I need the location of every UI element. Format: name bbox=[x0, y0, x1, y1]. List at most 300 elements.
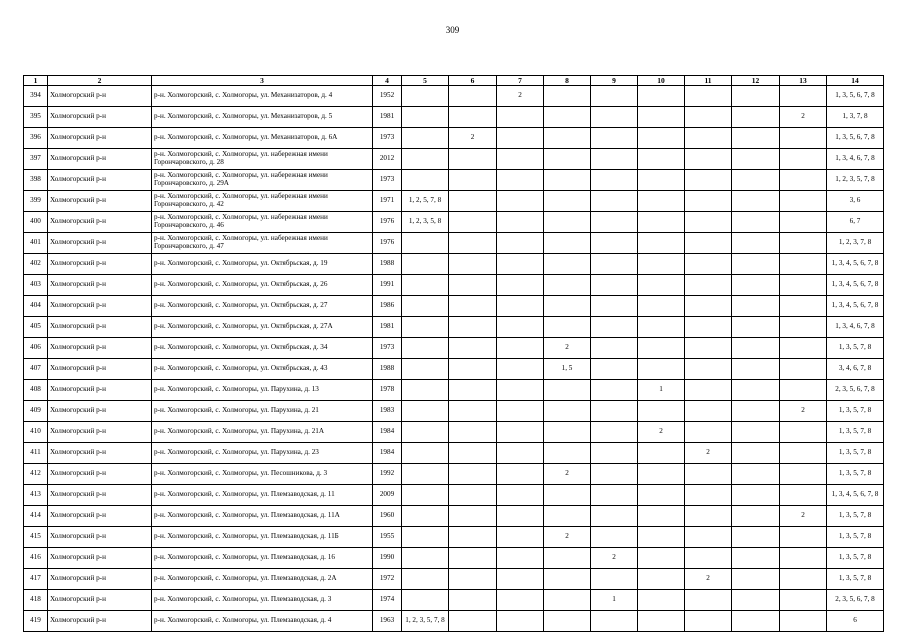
table-cell-col-5 bbox=[402, 296, 449, 317]
table-cell-col-12 bbox=[732, 296, 780, 317]
table-cell-col-8 bbox=[544, 149, 591, 170]
table-cell-col-5 bbox=[402, 590, 449, 611]
table-row bbox=[24, 380, 884, 401]
table-cell-col-2: Холмогорский р-н bbox=[48, 422, 152, 443]
table-cell-col-12 bbox=[732, 107, 780, 128]
table-cell-col-12 bbox=[732, 569, 780, 590]
table-cell-col-5 bbox=[402, 548, 449, 569]
table-cell-col-14: 1, 2, 3, 7, 8 bbox=[827, 233, 884, 254]
table-cell-col-7 bbox=[497, 527, 544, 548]
table-cell-col-13 bbox=[780, 464, 827, 485]
table-cell-col-11: 2 bbox=[685, 443, 732, 464]
table-cell-col-1: 418 bbox=[24, 590, 48, 611]
table-cell-col-5 bbox=[402, 401, 449, 422]
table-cell-col-8 bbox=[544, 170, 591, 191]
table-cell-col-7 bbox=[497, 443, 544, 464]
table-cell-col-7 bbox=[497, 212, 544, 233]
table-cell-col-9 bbox=[591, 338, 638, 359]
table-cell-col-4: 1986 bbox=[373, 296, 402, 317]
table-cell-col-2: Холмогорский р-н bbox=[48, 275, 152, 296]
table-cell-col-3: р-н. Холмогорский, с. Холмогоры, ул. Октябрьская, д. 27А bbox=[152, 317, 373, 338]
table-cell-col-11 bbox=[685, 485, 732, 506]
table-cell-col-4: 1971 bbox=[373, 191, 402, 212]
table-cell-col-6 bbox=[449, 254, 497, 275]
table-cell-col-6 bbox=[449, 338, 497, 359]
table-cell-col-10 bbox=[638, 485, 685, 506]
table-cell-col-14: 1, 3, 5, 7, 8 bbox=[827, 506, 884, 527]
table-cell-col-2: Холмогорский р-н bbox=[48, 233, 152, 254]
table-row bbox=[24, 149, 884, 170]
table-cell-col-10 bbox=[638, 401, 685, 422]
table-cell-col-14: 1, 3, 5, 6, 7, 8 bbox=[827, 128, 884, 149]
table-cell-col-9 bbox=[591, 380, 638, 401]
table-cell-col-7 bbox=[497, 170, 544, 191]
table-cell-col-11 bbox=[685, 254, 732, 275]
table-cell-col-14: 1, 3, 5, 7, 8 bbox=[827, 569, 884, 590]
table-cell-col-11 bbox=[685, 191, 732, 212]
table-cell-col-1: 403 bbox=[24, 275, 48, 296]
table-cell-col-1: 409 bbox=[24, 401, 48, 422]
table-cell-col-2: Холмогорский р-н bbox=[48, 128, 152, 149]
table-cell-col-9 bbox=[591, 359, 638, 380]
table-cell-col-6 bbox=[449, 443, 497, 464]
table-cell-col-8 bbox=[544, 590, 591, 611]
table-cell-col-9 bbox=[591, 485, 638, 506]
table-cell-col-9 bbox=[591, 191, 638, 212]
table-cell-col-3: р-н. Холмогорский, с. Холмогоры, ул. набережная имени Горончаровского, д. 28 bbox=[152, 149, 373, 170]
table-cell-col-1: 402 bbox=[24, 254, 48, 275]
table-cell-col-13 bbox=[780, 191, 827, 212]
table-cell-col-5 bbox=[402, 128, 449, 149]
table-cell-col-10 bbox=[638, 443, 685, 464]
table-cell-col-13 bbox=[780, 128, 827, 149]
table-cell-col-6 bbox=[449, 569, 497, 590]
table-row bbox=[24, 212, 884, 233]
table-cell-col-10 bbox=[638, 149, 685, 170]
table-cell-col-7: 2 bbox=[497, 86, 544, 107]
table-cell-col-11 bbox=[685, 506, 732, 527]
table-cell-col-12 bbox=[732, 590, 780, 611]
table-cell-col-12 bbox=[732, 191, 780, 212]
table-cell-col-1: 417 bbox=[24, 569, 48, 590]
table-cell-col-2: Холмогорский р-н bbox=[48, 212, 152, 233]
table-cell-col-1: 406 bbox=[24, 338, 48, 359]
table-cell-col-9: 1 bbox=[591, 590, 638, 611]
table-cell-col-5: 1, 2, 3, 5, 7, 8 bbox=[402, 611, 449, 632]
data-table bbox=[23, 75, 884, 632]
table-cell-col-1: 407 bbox=[24, 359, 48, 380]
table-cell-col-9 bbox=[591, 275, 638, 296]
table-cell-col-6 bbox=[449, 191, 497, 212]
table-body bbox=[24, 86, 884, 632]
column-header-10: 10 bbox=[638, 76, 685, 86]
table-cell-col-10 bbox=[638, 611, 685, 632]
table-cell-col-6 bbox=[449, 590, 497, 611]
table-cell-col-5 bbox=[402, 527, 449, 548]
table-cell-col-12 bbox=[732, 443, 780, 464]
table-cell-col-14: 1, 3, 4, 5, 6, 7, 8 bbox=[827, 275, 884, 296]
table-cell-col-2: Холмогорский р-н bbox=[48, 359, 152, 380]
table-cell-col-4: 1981 bbox=[373, 317, 402, 338]
table-cell-col-12 bbox=[732, 254, 780, 275]
table-cell-col-13 bbox=[780, 212, 827, 233]
table-cell-col-5 bbox=[402, 422, 449, 443]
table-cell-col-7 bbox=[497, 296, 544, 317]
table-cell-col-9 bbox=[591, 128, 638, 149]
table-cell-col-9 bbox=[591, 149, 638, 170]
table-row bbox=[24, 422, 884, 443]
table-cell-col-1: 413 bbox=[24, 485, 48, 506]
table-cell-col-2: Холмогорский р-н bbox=[48, 170, 152, 191]
table-cell-col-4: 1984 bbox=[373, 422, 402, 443]
table-cell-col-2: Холмогорский р-н bbox=[48, 569, 152, 590]
table-cell-col-4: 1955 bbox=[373, 527, 402, 548]
table-cell-col-8 bbox=[544, 191, 591, 212]
table-cell-col-13: 2 bbox=[780, 107, 827, 128]
table-cell-col-12 bbox=[732, 422, 780, 443]
column-header-11: 11 bbox=[685, 76, 732, 86]
table-cell-col-1: 404 bbox=[24, 296, 48, 317]
table-cell-col-14: 2, 3, 5, 6, 7, 8 bbox=[827, 590, 884, 611]
table-cell-col-13 bbox=[780, 569, 827, 590]
table-cell-col-8 bbox=[544, 380, 591, 401]
table-cell-col-5 bbox=[402, 254, 449, 275]
table-cell-col-12 bbox=[732, 128, 780, 149]
table-cell-col-3: р-н. Холмогорский, с. Холмогоры, ул. Механизаторов, д. 4 bbox=[152, 86, 373, 107]
table-cell-col-6 bbox=[449, 611, 497, 632]
table-cell-col-14: 1, 3, 4, 6, 7, 8 bbox=[827, 317, 884, 338]
table-cell-col-11 bbox=[685, 296, 732, 317]
table-cell-col-14: 6, 7 bbox=[827, 212, 884, 233]
table-cell-col-6 bbox=[449, 506, 497, 527]
table-cell-col-5 bbox=[402, 86, 449, 107]
table-cell-col-4: 1978 bbox=[373, 380, 402, 401]
table-cell-col-11 bbox=[685, 611, 732, 632]
table-cell-col-6 bbox=[449, 464, 497, 485]
table-cell-col-7 bbox=[497, 338, 544, 359]
table-cell-col-13 bbox=[780, 170, 827, 191]
table-cell-col-6 bbox=[449, 212, 497, 233]
table-cell-col-4: 2009 bbox=[373, 485, 402, 506]
table-cell-col-9 bbox=[591, 212, 638, 233]
table-cell-col-14: 1, 3, 5, 7, 8 bbox=[827, 401, 884, 422]
table-cell-col-1: 412 bbox=[24, 464, 48, 485]
table-cell-col-1: 414 bbox=[24, 506, 48, 527]
table-cell-col-2: Холмогорский р-н bbox=[48, 338, 152, 359]
table-row bbox=[24, 485, 884, 506]
table-cell-col-3: р-н. Холмогорский, с. Холмогоры, ул. Октябрьская, д. 34 bbox=[152, 338, 373, 359]
table-cell-col-11 bbox=[685, 149, 732, 170]
page-number: 309 bbox=[445, 25, 460, 35]
table-cell-col-4: 1972 bbox=[373, 569, 402, 590]
table-cell-col-9 bbox=[591, 464, 638, 485]
table-cell-col-9 bbox=[591, 296, 638, 317]
table-row bbox=[24, 128, 884, 149]
table-cell-col-13 bbox=[780, 548, 827, 569]
table-cell-col-14: 1, 3, 4, 5, 6, 7, 8 bbox=[827, 296, 884, 317]
table-row bbox=[24, 317, 884, 338]
table-cell-col-3: р-н. Холмогорский, с. Холмогоры, ул. Парухина, д. 21 bbox=[152, 401, 373, 422]
table-cell-col-2: Холмогорский р-н bbox=[48, 86, 152, 107]
table-cell-col-6 bbox=[449, 422, 497, 443]
table-cell-col-8 bbox=[544, 254, 591, 275]
table-cell-col-2: Холмогорский р-н bbox=[48, 296, 152, 317]
table-cell-col-11 bbox=[685, 86, 732, 107]
table-cell-col-9 bbox=[591, 611, 638, 632]
table-cell-col-2: Холмогорский р-н bbox=[48, 506, 152, 527]
table-row bbox=[24, 296, 884, 317]
table-cell-col-8 bbox=[544, 86, 591, 107]
table-cell-col-3: р-н. Холмогорский, с. Холмогоры, ул. Племзаводская, д. 11Б bbox=[152, 527, 373, 548]
table-cell-col-13 bbox=[780, 590, 827, 611]
table-cell-col-3: р-н. Холмогорский, с. Холмогоры, ул. Октябрьская, д. 43 bbox=[152, 359, 373, 380]
header-row bbox=[24, 76, 884, 86]
table-row bbox=[24, 443, 884, 464]
table-cell-col-5 bbox=[402, 485, 449, 506]
table-cell-col-12 bbox=[732, 86, 780, 107]
table-cell-col-8 bbox=[544, 212, 591, 233]
table-cell-col-13 bbox=[780, 380, 827, 401]
table-row bbox=[24, 254, 884, 275]
table-cell-col-8 bbox=[544, 275, 591, 296]
table-cell-col-4: 1976 bbox=[373, 233, 402, 254]
table-cell-col-2: Холмогорский р-н bbox=[48, 401, 152, 422]
table-cell-col-10 bbox=[638, 296, 685, 317]
table-cell-col-12 bbox=[732, 359, 780, 380]
table-cell-col-11 bbox=[685, 233, 732, 254]
table-cell-col-2: Холмогорский р-н bbox=[48, 254, 152, 275]
table-cell-col-10 bbox=[638, 569, 685, 590]
table-cell-col-11 bbox=[685, 527, 732, 548]
table-cell-col-3: р-н. Холмогорский, с. Холмогоры, ул. набережная имени Горончаровского, д. 42 bbox=[152, 191, 373, 212]
table-row bbox=[24, 338, 884, 359]
table-cell-col-5 bbox=[402, 464, 449, 485]
table-cell-col-14: 1, 3, 7, 8 bbox=[827, 107, 884, 128]
table-cell-col-1: 415 bbox=[24, 527, 48, 548]
table-cell-col-14: 1, 3, 5, 7, 8 bbox=[827, 527, 884, 548]
table-cell-col-6 bbox=[449, 149, 497, 170]
column-header-14: 14 bbox=[827, 76, 884, 86]
table-cell-col-8 bbox=[544, 611, 591, 632]
table-cell-col-14: 3, 6 bbox=[827, 191, 884, 212]
table-cell-col-4: 1988 bbox=[373, 254, 402, 275]
table-cell-col-2: Холмогорский р-н bbox=[48, 191, 152, 212]
table-cell-col-11 bbox=[685, 338, 732, 359]
table-cell-col-1: 408 bbox=[24, 380, 48, 401]
table-cell-col-5 bbox=[402, 569, 449, 590]
table-cell-col-12 bbox=[732, 275, 780, 296]
table-cell-col-12 bbox=[732, 506, 780, 527]
table-cell-col-9 bbox=[591, 86, 638, 107]
table-cell-col-14: 1, 3, 4, 5, 6, 7, 8 bbox=[827, 485, 884, 506]
table-cell-col-7 bbox=[497, 359, 544, 380]
table-cell-col-10 bbox=[638, 590, 685, 611]
table-cell-col-7 bbox=[497, 569, 544, 590]
table-cell-col-12 bbox=[732, 611, 780, 632]
column-header-2: 2 bbox=[48, 76, 152, 86]
table-cell-col-11 bbox=[685, 548, 732, 569]
table-cell-col-11 bbox=[685, 107, 732, 128]
table-cell-col-5 bbox=[402, 233, 449, 254]
table-cell-col-12 bbox=[732, 170, 780, 191]
table-cell-col-1: 401 bbox=[24, 233, 48, 254]
table-cell-col-8: 2 bbox=[544, 464, 591, 485]
table-cell-col-2: Холмогорский р-н bbox=[48, 527, 152, 548]
table-cell-col-4: 1960 bbox=[373, 506, 402, 527]
table-cell-col-12 bbox=[732, 317, 780, 338]
table-cell-col-7 bbox=[497, 191, 544, 212]
table-cell-col-8 bbox=[544, 422, 591, 443]
table-cell-col-9 bbox=[591, 569, 638, 590]
table-cell-col-6 bbox=[449, 548, 497, 569]
table-cell-col-10 bbox=[638, 170, 685, 191]
table-cell-col-5 bbox=[402, 359, 449, 380]
table-cell-col-14: 2, 3, 5, 6, 7, 8 bbox=[827, 380, 884, 401]
table-row bbox=[24, 107, 884, 128]
table-cell-col-3: р-н. Холмогорский, с. Холмогоры, ул. Парухина, д. 23 bbox=[152, 443, 373, 464]
table-cell-col-8 bbox=[544, 506, 591, 527]
table-cell-col-10 bbox=[638, 338, 685, 359]
table-cell-col-6: 2 bbox=[449, 128, 497, 149]
table-cell-col-8 bbox=[544, 443, 591, 464]
table-cell-col-14: 1, 3, 5, 7, 8 bbox=[827, 464, 884, 485]
table-cell-col-3: р-н. Холмогорский, с. Холмогоры, ул. Племзаводская, д. 2А bbox=[152, 569, 373, 590]
table-cell-col-1: 405 bbox=[24, 317, 48, 338]
table-cell-col-11 bbox=[685, 317, 732, 338]
table-cell-col-2: Холмогорский р-н bbox=[48, 107, 152, 128]
table-cell-col-10: 2 bbox=[638, 422, 685, 443]
table-cell-col-4: 1991 bbox=[373, 275, 402, 296]
table-cell-col-10 bbox=[638, 317, 685, 338]
table-cell-col-11 bbox=[685, 359, 732, 380]
table-cell-col-3: р-н. Холмогорский, с. Холмогоры, ул. Племзаводская, д. 4 bbox=[152, 611, 373, 632]
table-cell-col-6 bbox=[449, 170, 497, 191]
table-cell-col-7 bbox=[497, 254, 544, 275]
table-cell-col-1: 397 bbox=[24, 149, 48, 170]
table-cell-col-9 bbox=[591, 170, 638, 191]
table-cell-col-13 bbox=[780, 254, 827, 275]
table-cell-col-13 bbox=[780, 611, 827, 632]
table-row bbox=[24, 569, 884, 590]
column-header-1: 1 bbox=[24, 76, 48, 86]
table-cell-col-5 bbox=[402, 149, 449, 170]
table-cell-col-9 bbox=[591, 527, 638, 548]
table-cell-col-7 bbox=[497, 590, 544, 611]
table-cell-col-9 bbox=[591, 107, 638, 128]
table-cell-col-13 bbox=[780, 233, 827, 254]
table-cell-col-8 bbox=[544, 401, 591, 422]
table-cell-col-8 bbox=[544, 485, 591, 506]
table-cell-col-5: 1, 2, 3, 5, 8 bbox=[402, 212, 449, 233]
table-cell-col-13 bbox=[780, 149, 827, 170]
table-cell-col-5 bbox=[402, 107, 449, 128]
table-cell-col-7 bbox=[497, 548, 544, 569]
column-header-7: 7 bbox=[497, 76, 544, 86]
table-cell-col-5 bbox=[402, 506, 449, 527]
table-row bbox=[24, 86, 884, 107]
table-cell-col-3: р-н. Холмогорский, с. Холмогоры, ул. Механизаторов, д. 5 bbox=[152, 107, 373, 128]
table-cell-col-2: Холмогорский р-н bbox=[48, 485, 152, 506]
column-header-9: 9 bbox=[591, 76, 638, 86]
table-row bbox=[24, 590, 884, 611]
table-cell-col-13 bbox=[780, 359, 827, 380]
table-row bbox=[24, 464, 884, 485]
table-cell-col-7 bbox=[497, 317, 544, 338]
table-row bbox=[24, 191, 884, 212]
table-cell-col-11 bbox=[685, 380, 732, 401]
table-cell-col-4: 1983 bbox=[373, 401, 402, 422]
table-cell-col-12 bbox=[732, 233, 780, 254]
table-cell-col-7 bbox=[497, 107, 544, 128]
table-row bbox=[24, 359, 884, 380]
table-cell-col-6 bbox=[449, 107, 497, 128]
column-header-4: 4 bbox=[373, 76, 402, 86]
table-cell-col-11 bbox=[685, 422, 732, 443]
table-cell-col-9 bbox=[591, 317, 638, 338]
table-header bbox=[24, 76, 884, 86]
table-cell-col-5 bbox=[402, 170, 449, 191]
table-cell-col-12 bbox=[732, 548, 780, 569]
table-row bbox=[24, 548, 884, 569]
table-cell-col-12 bbox=[732, 212, 780, 233]
column-header-5: 5 bbox=[402, 76, 449, 86]
table-cell-col-6 bbox=[449, 275, 497, 296]
table-cell-col-14: 1, 3, 5, 7, 8 bbox=[827, 548, 884, 569]
table-cell-col-14: 1, 3, 4, 5, 6, 7, 8 bbox=[827, 254, 884, 275]
table-cell-col-14: 6 bbox=[827, 611, 884, 632]
table-cell-col-6 bbox=[449, 86, 497, 107]
table-cell-col-9 bbox=[591, 506, 638, 527]
table-cell-col-10 bbox=[638, 464, 685, 485]
table-cell-col-10 bbox=[638, 359, 685, 380]
table-cell-col-6 bbox=[449, 317, 497, 338]
column-header-12: 12 bbox=[732, 76, 780, 86]
table-row bbox=[24, 170, 884, 191]
table-cell-col-9 bbox=[591, 422, 638, 443]
table-cell-col-7 bbox=[497, 233, 544, 254]
table-cell-col-3: р-н. Холмогорский, с. Холмогоры, ул. Октябрьская, д. 27 bbox=[152, 296, 373, 317]
table-cell-col-11 bbox=[685, 401, 732, 422]
column-header-3: 3 bbox=[152, 76, 373, 86]
table-cell-col-8 bbox=[544, 296, 591, 317]
table-cell-col-3: р-н. Холмогорский, с. Холмогоры, ул. набережная имени Горончаровского, д. 47 bbox=[152, 233, 373, 254]
table-cell-col-7 bbox=[497, 275, 544, 296]
table-cell-col-3: р-н. Холмогорский, с. Холмогоры, ул. Племзаводская, д. 11А bbox=[152, 506, 373, 527]
table-cell-col-10 bbox=[638, 107, 685, 128]
table-cell-col-2: Холмогорский р-н bbox=[48, 464, 152, 485]
table-cell-col-1: 394 bbox=[24, 86, 48, 107]
table-cell-col-2: Холмогорский р-н bbox=[48, 548, 152, 569]
table-cell-col-1: 399 bbox=[24, 191, 48, 212]
table-cell-col-6 bbox=[449, 359, 497, 380]
table-cell-col-10 bbox=[638, 275, 685, 296]
table-cell-col-13: 2 bbox=[780, 506, 827, 527]
table-cell-col-5 bbox=[402, 338, 449, 359]
table-cell-col-6 bbox=[449, 527, 497, 548]
table-cell-col-7 bbox=[497, 149, 544, 170]
table-cell-col-4: 1973 bbox=[373, 338, 402, 359]
table-cell-col-6 bbox=[449, 401, 497, 422]
table-cell-col-6 bbox=[449, 485, 497, 506]
table-cell-col-10 bbox=[638, 86, 685, 107]
table-cell-col-2: Холмогорский р-н bbox=[48, 590, 152, 611]
table-cell-col-4: 2012 bbox=[373, 149, 402, 170]
table-cell-col-5 bbox=[402, 317, 449, 338]
table-cell-col-5 bbox=[402, 380, 449, 401]
table-cell-col-8: 1, 5 bbox=[544, 359, 591, 380]
table-cell-col-8 bbox=[544, 107, 591, 128]
table-cell-col-5 bbox=[402, 443, 449, 464]
